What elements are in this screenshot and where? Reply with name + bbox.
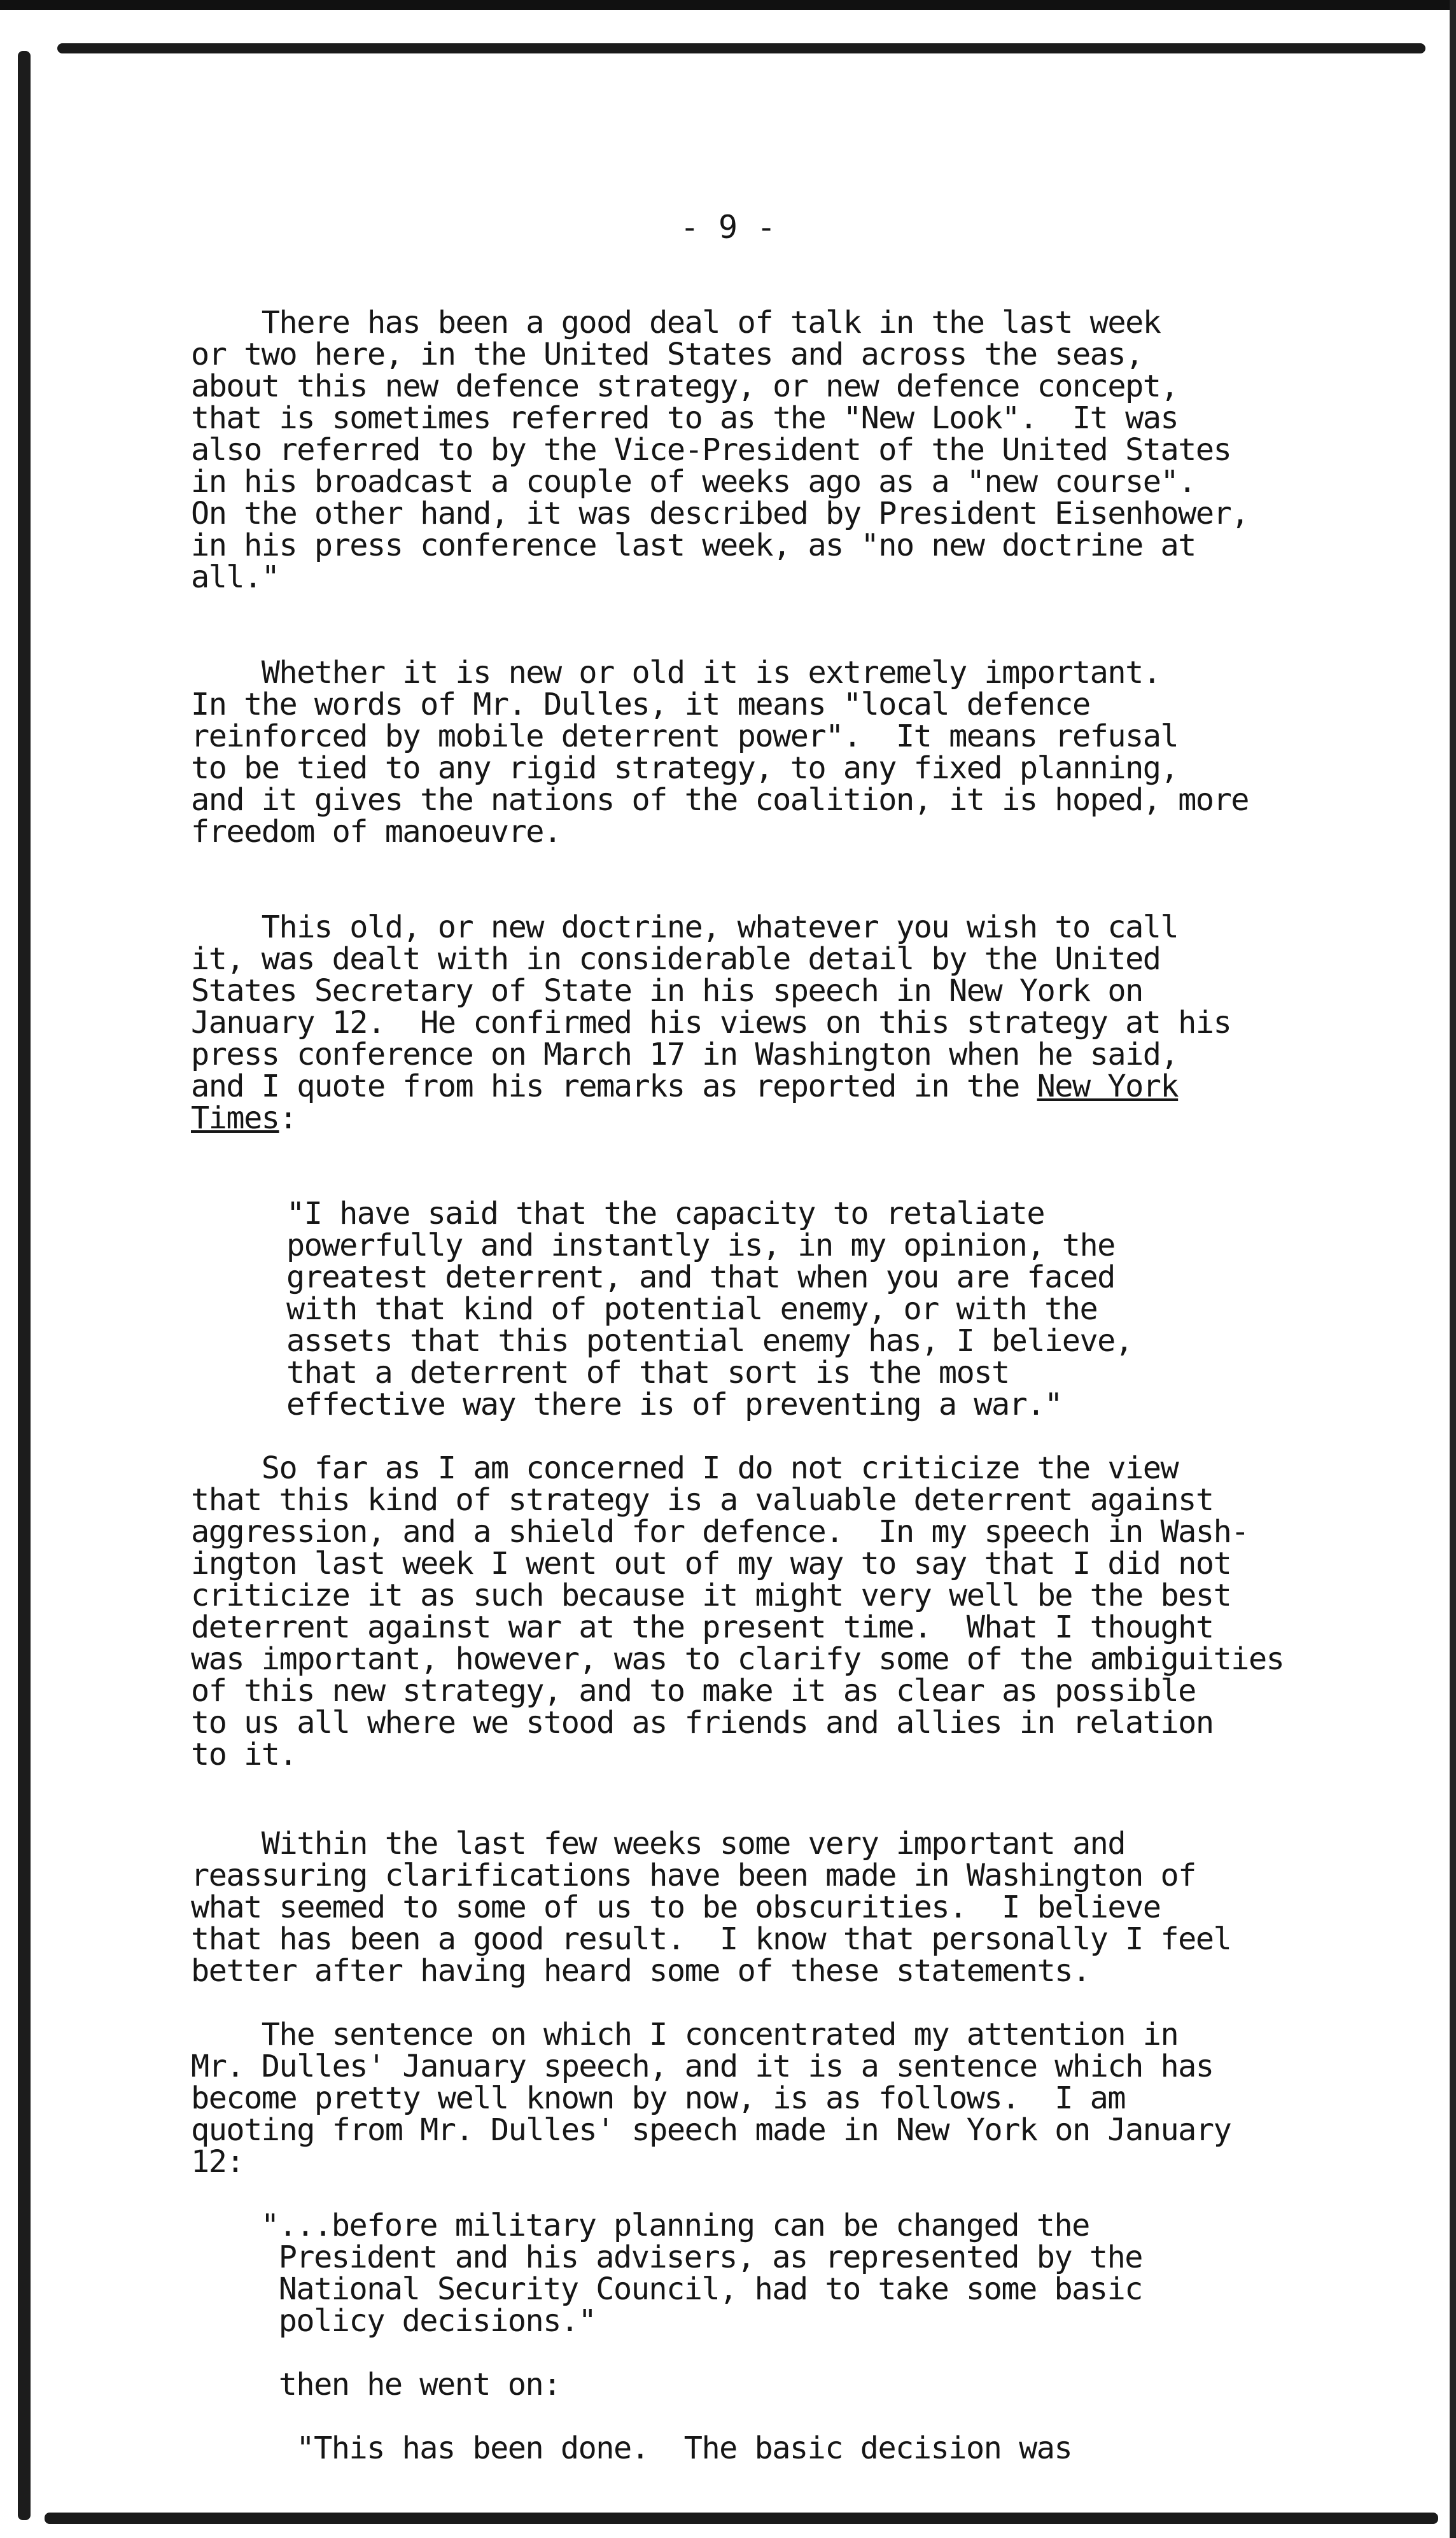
quoted-paragraph <box>261 2432 1400 2464</box>
text-line: Mr. Dulles' January speech, and it is a sentence which has <box>191 2049 1214 2084</box>
newspaper-title-part-1: New York <box>1037 1069 1179 1104</box>
text-line: President and his advisers, as represented by the <box>261 2240 1142 2275</box>
quoted-paragraph <box>261 2369 1400 2401</box>
text-line: quoting from Mr. Dulles' speech made in New York on January <box>191 2112 1231 2148</box>
colon: : <box>279 1100 297 1136</box>
text-line: ington last week I went out of my way to say that I did not <box>191 1546 1231 1581</box>
text-line: then he went on: <box>261 2367 561 2402</box>
text-line: that a deterrent of that sort is the most <box>286 1355 1009 1391</box>
text-line: So far as I am concerned I do not criticize the view <box>191 1450 1179 1486</box>
text-line <box>191 1102 1400 1134</box>
text-line: States Secretary of State in his speech in New York on <box>191 973 1143 1009</box>
text-line: press conference on March 17 in Washington when he said, <box>191 1037 1179 1072</box>
text-line: aggression, and a shield for defence. In my speech in Wash- <box>191 1514 1249 1550</box>
quoted-paragraph <box>261 2210 1400 2337</box>
text-line: become pretty well known by now, is as follows. I am <box>191 2080 1126 2116</box>
newspaper-title-part-2: Times <box>191 1100 279 1136</box>
text-line: with that kind of potential enemy, or with the <box>286 1291 1098 1327</box>
text-line: and it gives the nations of the coalition, it is hoped, more <box>191 782 1249 818</box>
text-line: There has been a good deal of talk in the last week <box>191 305 1161 340</box>
bottom-border-rule <box>45 2513 1438 2524</box>
text-line: 12: <box>191 2144 244 2180</box>
text-line: that this kind of strategy is a valuable deterrent against <box>191 1482 1214 1518</box>
text-line: "...before military planning can be changed the <box>261 2208 1089 2243</box>
text-line: was important, however, was to clarify some of the ambiguities <box>191 1641 1284 1677</box>
text-line: in his press conference last week, as "no new doctrine at <box>191 528 1196 563</box>
text-line: National Security Council, had to take some basic <box>261 2271 1142 2307</box>
scan-top-edge <box>0 0 1456 10</box>
text-line: powerfully and instantly is, in my opinion, the <box>286 1228 1115 1263</box>
text-line: to us all where we stood as friends and allies in relation <box>191 1705 1214 1741</box>
text-line: to be tied to any rigid strategy, to any fixed planning, <box>191 750 1179 786</box>
top-border-rule <box>57 43 1425 53</box>
text-line: or two here, in the United States and across the seas, <box>191 337 1143 372</box>
text-line: This old, or new doctrine, whatever you wish to call <box>191 909 1179 945</box>
text-line: effective way there is of preventing a war." <box>286 1387 1062 1422</box>
scan-right-edge <box>1450 0 1456 2538</box>
text-line: in his broadcast a couple of weeks ago as a "new course". <box>191 464 1196 500</box>
document-body <box>191 307 1400 2464</box>
paragraph <box>191 1452 1400 1770</box>
text-line: In the words of Mr. Dulles, it means "local defence <box>191 687 1090 722</box>
text-line: assets that this potential enemy has, I believe, <box>286 1323 1133 1359</box>
text-line: "This has been done. The basic decision was <box>261 2430 1072 2466</box>
text-line: January 12. He confirmed his views on this strategy at his <box>191 1005 1231 1041</box>
text-line: of this new strategy, and to make it as clear as possible <box>191 1673 1196 1709</box>
text-line: criticize it as such because it might very well be the best <box>191 1578 1231 1613</box>
text-line: and I quote from his remarks as reported in the New York <box>191 1069 1179 1104</box>
page-number: - 9 - <box>680 209 776 246</box>
text-line: that is sometimes referred to as the "New Look". It was <box>191 400 1179 436</box>
paragraph <box>191 2019 1400 2178</box>
text-line: also referred to by the Vice-President of the United States <box>191 432 1231 468</box>
text-line: better after having heard some of these statements. <box>191 1953 1090 1989</box>
paragraph <box>191 307 1400 593</box>
text-line: greatest deterrent, and that when you are faced <box>286 1259 1115 1295</box>
paragraph <box>191 911 1400 1134</box>
text-line: reassuring clarifications have been made in Washington of <box>191 1858 1196 1893</box>
text-line: reinforced by mobile deterrent power". It means refusal <box>191 719 1179 754</box>
text-line: "I have said that the capacity to retaliate <box>286 1196 1045 1231</box>
paragraph <box>191 1828 1400 1987</box>
text-line: about this new defence strategy, or new defence concept, <box>191 368 1179 404</box>
text-line: Within the last few weeks some very important and <box>191 1826 1126 1861</box>
left-border-bar <box>18 51 31 2520</box>
text-line: deterrent against war at the present time. What I thought <box>191 1609 1214 1645</box>
text-line: that has been a good result. I know that personally I feel <box>191 1921 1231 1957</box>
text-line: On the other hand, it was described by President Eisenhower, <box>191 496 1249 531</box>
text-line: all." <box>191 559 279 595</box>
quoted-paragraph <box>286 1198 1400 1420</box>
text-line: what seemed to some of us to be obscurities. I believe <box>191 1889 1161 1925</box>
text-line: Whether it is new or old it is extremely important. <box>191 655 1161 691</box>
text-line: policy decisions." <box>261 2303 596 2339</box>
text-line: freedom of manoeuvre. <box>191 814 561 850</box>
paragraph <box>191 657 1400 848</box>
text-line: The sentence on which I concentrated my attention in <box>191 2017 1179 2052</box>
text-line: to it. <box>191 1737 297 1772</box>
text-line: it, was dealt with in considerable detail by the United <box>191 941 1161 977</box>
